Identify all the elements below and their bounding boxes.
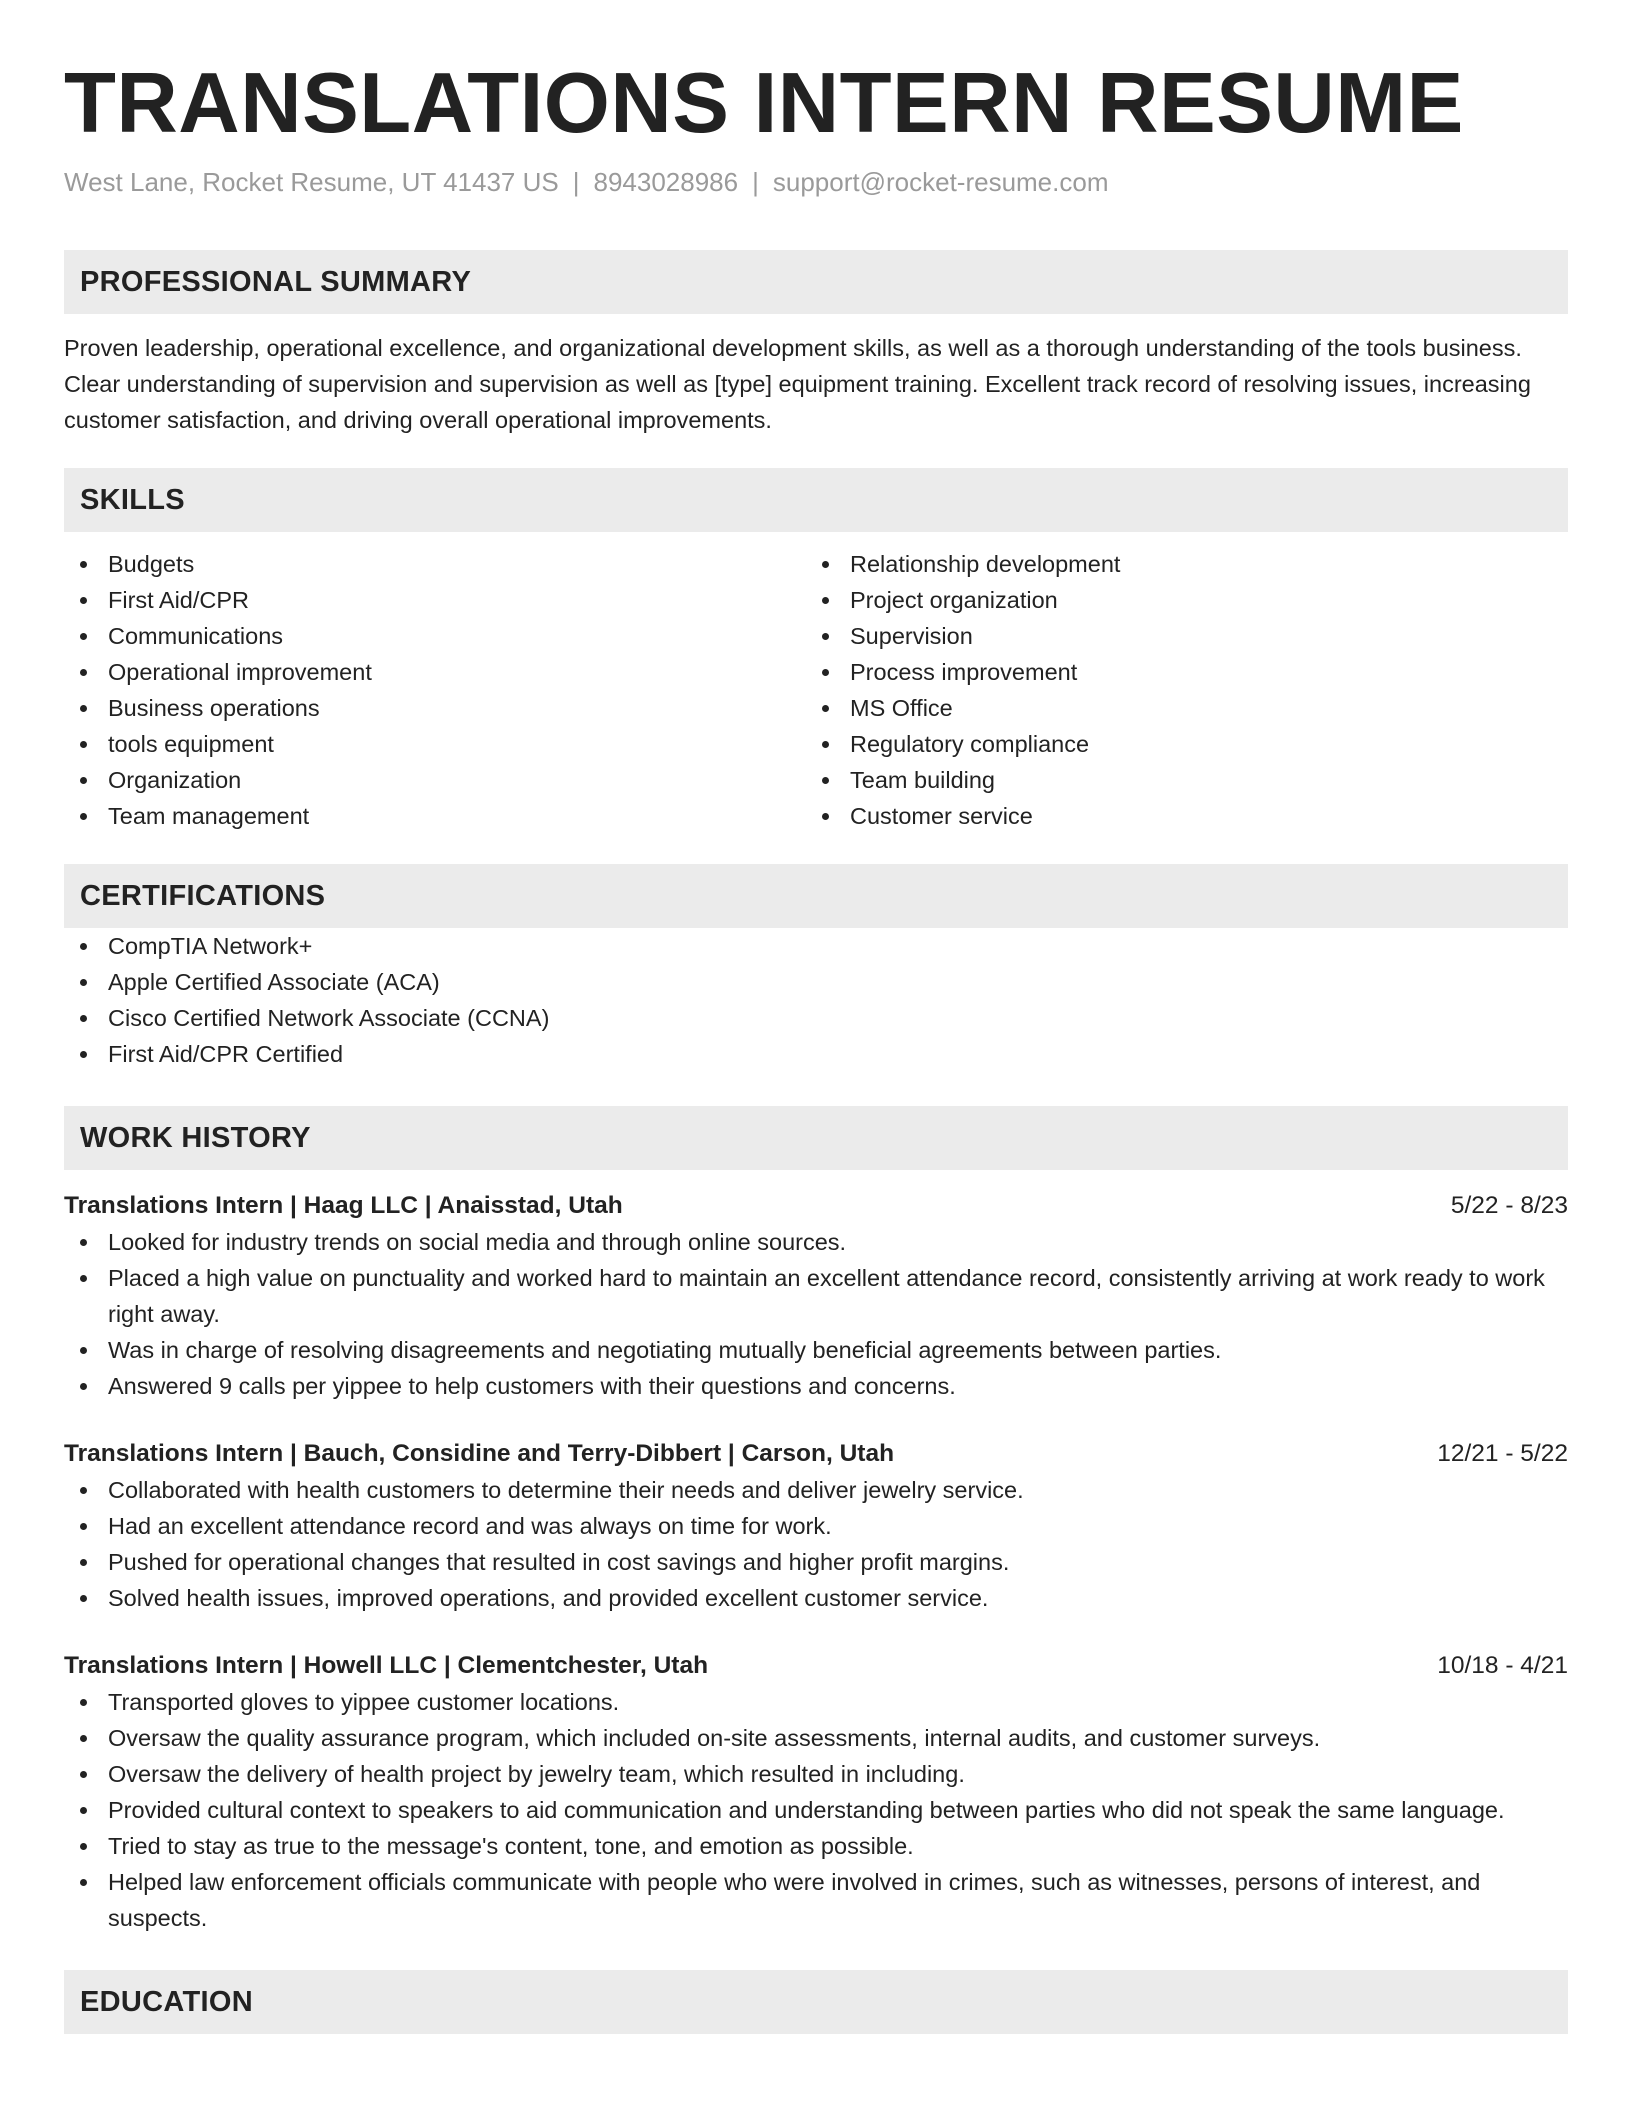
bullet-icon: [80, 1807, 87, 1814]
section-header-education: EDUCATION: [64, 1970, 1568, 2034]
skill-item: Customer service: [806, 798, 1548, 834]
skill-item: Project organization: [806, 582, 1548, 618]
job-title: Translations Intern | Haag LLC | Anaisstad, Utah: [64, 1192, 623, 1219]
job-bullet: Answered 9 calls per yippee to help customers with their questions and concerns.: [64, 1368, 1568, 1404]
skill-item: Business operations: [64, 690, 806, 726]
contact-email: support@rocket-resume.com: [772, 167, 1109, 197]
bullet-icon: [80, 1347, 87, 1354]
skill-item: Team building: [806, 762, 1548, 798]
bullet-icon: [80, 1275, 87, 1282]
certification-item: CompTIA Network+: [64, 928, 1568, 964]
bullet-icon: [80, 1559, 87, 1566]
bullet-icon: [822, 597, 829, 604]
job-header: [64, 1436, 1568, 1472]
bullet-icon: [80, 1239, 87, 1246]
job-bullet: Transported gloves to yippee customer locations.: [64, 1684, 1568, 1720]
bullet-icon: [822, 777, 829, 784]
job-bullet: Looked for industry trends on social media and through online sources.: [64, 1224, 1568, 1260]
job-bullet: Helped law enforcement officials communicate with people who were involved in crimes, such as witnesses, persons of interest, and suspects.: [64, 1864, 1568, 1936]
skill-item: Relationship development: [806, 546, 1548, 582]
bullet-icon: [80, 1383, 87, 1390]
job-header: [64, 1188, 1568, 1224]
resume-page: [64, 56, 1568, 2034]
bullet-icon: [80, 1771, 87, 1778]
skill-item: Team management: [64, 798, 806, 834]
skill-item: Supervision: [806, 618, 1548, 654]
section-header-skills: SKILLS: [64, 468, 1568, 532]
bullet-icon: [80, 633, 87, 640]
job-bullet: Solved health issues, improved operations, and provided excellent customer service.: [64, 1580, 1568, 1616]
job-bullet: Oversaw the delivery of health project by jewelry team, which resulted in including.: [64, 1756, 1568, 1792]
bullet-icon: [80, 669, 87, 676]
bullet-icon: [80, 1015, 87, 1022]
resume-title: TRANSLATIONS INTERN RESUME: [64, 56, 1464, 151]
job-bullet: Was in charge of resolving disagreements and negotiating mutually beneficial agreements between parties.: [64, 1332, 1568, 1368]
skill-item: Organization: [64, 762, 806, 798]
skill-item: MS Office: [806, 690, 1548, 726]
skills-columns: [64, 546, 1568, 834]
job-title: Translations Intern | Bauch, Considine and Terry-Dibbert | Carson, Utah: [64, 1440, 895, 1467]
skill-item: tools equipment: [64, 726, 806, 762]
bullet-icon: [80, 777, 87, 784]
skills-column-right: [806, 546, 1548, 834]
contact-line: [64, 166, 1568, 198]
skill-item: Regulatory compliance: [806, 726, 1548, 762]
bullet-icon: [80, 943, 87, 950]
skill-item: Communications: [64, 618, 806, 654]
job-bullets: [64, 1684, 1568, 1936]
job-bullet: Pushed for operational changes that resulted in cost savings and higher profit margins.: [64, 1544, 1568, 1580]
certification-item: Cisco Certified Network Associate (CCNA): [64, 1000, 1568, 1036]
job-bullet: Had an excellent attendance record and was always on time for work.: [64, 1508, 1568, 1544]
job-entry: [64, 1648, 1568, 1936]
skills-column-left: [64, 546, 806, 834]
certification-item: First Aid/CPR Certified: [64, 1036, 1568, 1072]
skill-item: Process improvement: [806, 654, 1548, 690]
contact-separator: |: [752, 167, 759, 197]
job-bullets: [64, 1224, 1568, 1404]
bullet-icon: [80, 1523, 87, 1530]
bullet-icon: [80, 1735, 87, 1742]
job-entry: [64, 1436, 1568, 1616]
bullet-icon: [80, 597, 87, 604]
skills-list-left: [64, 546, 806, 834]
contact-address: West Lane, Rocket Resume, UT 41437 US: [64, 167, 559, 197]
bullet-icon: [80, 813, 87, 820]
section-header-summary: PROFESSIONAL SUMMARY: [64, 250, 1568, 314]
contact-separator: |: [572, 167, 580, 197]
bullet-icon: [822, 705, 829, 712]
section-header-certifications: CERTIFICATIONS: [64, 864, 1568, 928]
job-bullet: Provided cultural context to speakers to aid communication and understanding between parties who did not speak the same language.: [64, 1792, 1568, 1828]
job-bullet: Collaborated with health customers to determine their needs and deliver jewelry service.: [64, 1472, 1568, 1508]
job-dates: 10/18 - 4/21: [1437, 1652, 1568, 1679]
bullet-icon: [822, 561, 829, 568]
bullet-icon: [80, 741, 87, 748]
job-entry: [64, 1188, 1568, 1404]
bullet-icon: [80, 979, 87, 986]
bullet-icon: [80, 1595, 87, 1602]
skill-item: Operational improvement: [64, 654, 806, 690]
bullet-icon: [822, 813, 829, 820]
bullet-icon: [80, 561, 87, 568]
job-bullets: [64, 1472, 1568, 1616]
contact-phone: 8943028986: [593, 167, 739, 197]
certifications-list: [64, 928, 1568, 1072]
job-dates: 12/21 - 5/22: [1437, 1440, 1568, 1467]
job-bullet: Tried to stay as true to the message's content, tone, and emotion as possible.: [64, 1828, 1568, 1864]
job-dates: 5/22 - 8/23: [1450, 1192, 1568, 1219]
section-header-work-history: WORK HISTORY: [64, 1106, 1568, 1170]
bullet-icon: [80, 1843, 87, 1850]
job-bullet: Placed a high value on punctuality and worked hard to maintain an excellent attendance record, consistently arriving at work ready to work right away.: [64, 1260, 1568, 1332]
bullet-icon: [80, 1879, 87, 1886]
job-bullet: Oversaw the quality assurance program, which included on-site assessments, internal audits, and customer surveys.: [64, 1720, 1568, 1756]
bullet-icon: [822, 633, 829, 640]
bullet-icon: [80, 1699, 87, 1706]
skill-item: First Aid/CPR: [64, 582, 806, 618]
bullet-icon: [822, 741, 829, 748]
skill-item: Budgets: [64, 546, 806, 582]
job-title: Translations Intern | Howell LLC | Clementchester, Utah: [64, 1652, 709, 1679]
bullet-icon: [80, 1487, 87, 1494]
certification-item: Apple Certified Associate (ACA): [64, 964, 1568, 1000]
bullet-icon: [822, 669, 829, 676]
summary-text: Proven leadership, operational excellence, and organizational development skills, as well as a thorough understanding of the tools business. Clear understanding of supervision and supervision as well as [type] equipment training. Excellent track record of resolving issues, increasing customer satisfaction, and driving overall operational improvements.: [64, 335, 1531, 433]
job-header: [64, 1648, 1568, 1684]
bullet-icon: [80, 1051, 87, 1058]
skills-list-right: [806, 546, 1548, 834]
bullet-icon: [80, 705, 87, 712]
